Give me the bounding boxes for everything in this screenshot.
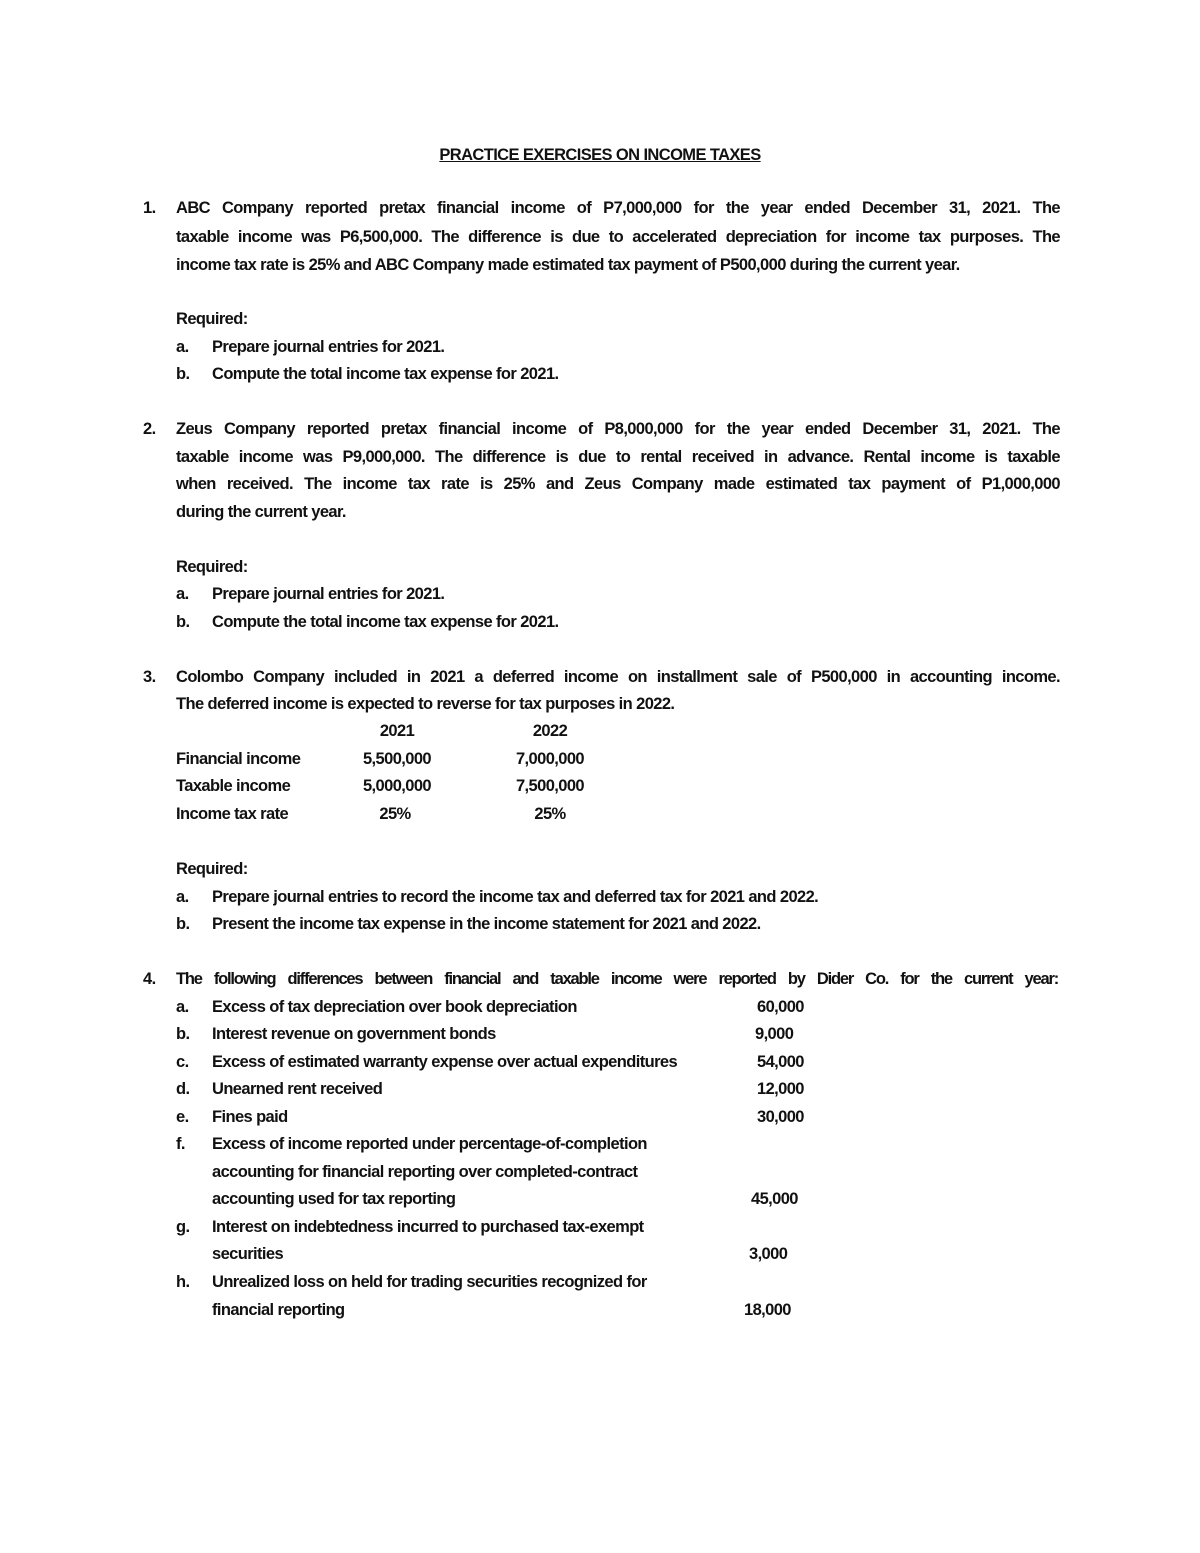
exercise-text-line: when received. The income tax rate is 25% and Zeus Company made estimated tax payment of P1,000,000	[176, 475, 1060, 493]
item-text: accounting used for tax reporting	[212, 1190, 456, 1208]
exercise-text-line: Zeus Company reported pretax financial income of P8,000,000 for the year ended December 31, 2021. The	[176, 420, 1060, 438]
item-letter: d.	[176, 1080, 190, 1098]
required-item: Compute the total income tax expense for 2021.	[212, 613, 559, 631]
required-item: Prepare journal entries for 2021.	[212, 585, 445, 603]
required-letter: a.	[176, 338, 189, 356]
cell: 5,000,000	[362, 777, 431, 795]
item-text: accounting for financial reporting over completed-contract	[212, 1163, 638, 1181]
required-letter: b.	[176, 915, 190, 933]
required-letter: a.	[176, 888, 189, 906]
item-amount: 60,000	[757, 998, 804, 1016]
item-letter: h.	[176, 1273, 190, 1291]
exercise-text-line: Colombo Company included in 2021 a deferred income on installment sale of P500,000 in accounting income.	[176, 668, 1060, 686]
exercise-text-line: taxable income was P6,500,000. The difference is due to accelerated depreciation for income tax purposes. The	[176, 228, 1060, 246]
item-amount: 3,000	[749, 1245, 788, 1263]
exercise-number: 3.	[143, 668, 156, 686]
item-text: Interest revenue on government bonds	[212, 1025, 496, 1043]
required-letter: a.	[176, 585, 189, 603]
item-text: Excess of income reported under percentage-of-completion	[212, 1135, 647, 1153]
required-label: Required:	[176, 310, 248, 328]
required-item: Prepare journal entries for 2021.	[212, 338, 445, 356]
item-text: Unrealized loss on held for trading securities recognized for	[212, 1273, 647, 1291]
item-text: securities	[212, 1245, 284, 1263]
exercise-number: 4.	[143, 970, 156, 988]
required-label: Required:	[176, 860, 248, 878]
exercise-number: 1.	[143, 199, 156, 217]
exercise-text-line: during the current year.	[176, 503, 346, 521]
exercise-text-line: income tax rate is 25% and ABC Company made estimated tax payment of P500,000 during the current year.	[176, 256, 960, 274]
item-amount: 45,000	[751, 1190, 798, 1208]
required-letter: b.	[176, 613, 190, 631]
item-amount: 18,000	[744, 1301, 791, 1319]
item-amount: 12,000	[757, 1080, 804, 1098]
item-text: Unearned rent received	[212, 1080, 383, 1098]
required-item: Compute the total income tax expense for 2021.	[212, 365, 559, 383]
row-label: Financial income	[176, 750, 301, 768]
item-letter: e.	[176, 1108, 189, 1126]
item-text: Excess of tax depreciation over book depreciation	[212, 998, 577, 1016]
exercise-text-line: The deferred income is expected to reverse for tax purposes in 2022.	[176, 695, 675, 713]
row-label: Income tax rate	[176, 805, 289, 823]
item-letter: a.	[176, 998, 189, 1016]
item-text: Fines paid	[212, 1108, 288, 1126]
item-letter: f.	[176, 1135, 185, 1153]
item-amount: 9,000	[755, 1025, 794, 1043]
row-label: Taxable income	[176, 777, 291, 795]
required-label: Required:	[176, 558, 248, 576]
item-amount: 54,000	[757, 1053, 804, 1071]
column-header: 2021	[379, 722, 415, 740]
cell: 7,000,000	[515, 750, 584, 768]
item-letter: b.	[176, 1025, 190, 1043]
required-item: Present the income tax expense in the income statement for 2021 and 2022.	[212, 915, 761, 933]
required-letter: b.	[176, 365, 190, 383]
required-item: Prepare journal entries to record the income tax and deferred tax for 2021 and 2022.	[212, 888, 819, 906]
exercise-text-line: The following differences between financial and taxable income were reported by Dider Co. for the current year:	[176, 970, 1058, 988]
cell: 25%	[534, 805, 566, 823]
item-text: financial reporting	[212, 1301, 345, 1319]
exercise-number: 2.	[143, 420, 156, 438]
exercise-text-line: ABC Company reported pretax financial income of P7,000,000 for the year ended December 31, 2021. The	[176, 199, 1060, 217]
item-text: Interest on indebtedness incurred to purchased tax-exempt	[212, 1218, 644, 1236]
item-amount: 30,000	[757, 1108, 804, 1126]
item-text: Excess of estimated warranty expense over actual expenditures	[212, 1053, 678, 1071]
cell: 5,500,000	[362, 750, 431, 768]
item-letter: g.	[176, 1218, 190, 1236]
item-letter: c.	[176, 1053, 189, 1071]
cell: 25%	[379, 805, 411, 823]
exercise-text-line: taxable income was P9,000,000. The difference is due to rental received in advance. Rental income is taxable	[176, 448, 1060, 466]
cell: 7,500,000	[515, 777, 584, 795]
page-title: PRACTICE EXERCISES ON INCOME TAXES	[439, 146, 761, 164]
column-header: 2022	[532, 722, 568, 740]
